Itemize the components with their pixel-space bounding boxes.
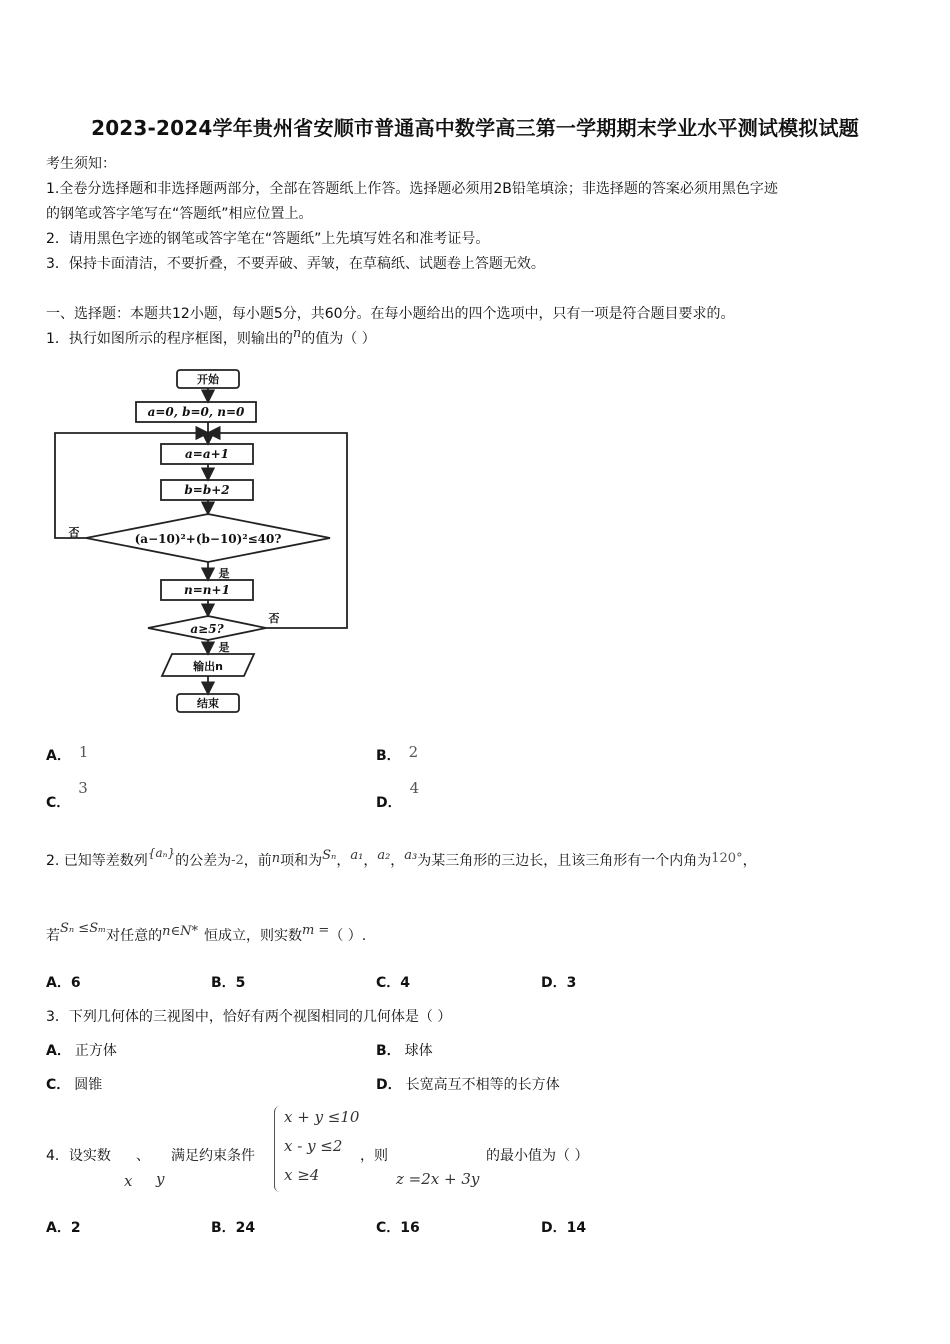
q1-option-c[interactable] bbox=[46, 779, 88, 812]
q2-n: n bbox=[271, 851, 281, 866]
q2-text-8: 对任意的 bbox=[106, 928, 163, 944]
q4-objective: z =2x + 3y bbox=[396, 1170, 480, 1188]
q2-comma-2: ， bbox=[363, 853, 378, 869]
q2-a1: a₁ bbox=[350, 848, 364, 863]
q2-comma-3: ， bbox=[390, 853, 405, 869]
option-value: 圆锥 bbox=[74, 1077, 103, 1093]
option-label: C． bbox=[376, 975, 401, 991]
flow-output-label: 输出n bbox=[193, 660, 223, 673]
q2-diff: -2 bbox=[231, 853, 244, 868]
flow-start-label: 开始 bbox=[197, 373, 219, 386]
page-title: 2023-2024学年贵州省安顺市普通高中数学高三第一学期期末学业水平测试模拟试题 bbox=[91, 116, 859, 140]
option-label: B． bbox=[211, 975, 236, 991]
q2-option-d[interactable] bbox=[541, 972, 576, 992]
q1-stem-a: 1．执行如图所示的程序框图，则输出的 bbox=[46, 331, 293, 347]
option-value: 6 bbox=[70, 975, 81, 991]
q2-option-a[interactable] bbox=[46, 972, 81, 992]
q2-a2: a₂ bbox=[377, 848, 391, 863]
q4-text-3: 满足约束条件 bbox=[171, 1148, 255, 1164]
option-value: 正方体 bbox=[74, 1043, 117, 1059]
q1-stem bbox=[46, 328, 376, 348]
q2-angle: 120° bbox=[711, 851, 743, 866]
notice-heading: 考生须知： bbox=[46, 156, 116, 172]
q3-option-b[interactable] bbox=[376, 1040, 433, 1060]
option-label: B． bbox=[376, 748, 401, 764]
section-heading: 一、选择题：本题共12小题，每小题5分，共60分。在每小题给出的四个选项中，只有一项是符合题目要求的。 bbox=[46, 306, 735, 322]
option-label: A． bbox=[46, 1043, 71, 1059]
q2-Sn: Sₙ bbox=[322, 848, 337, 863]
q2-n-in-N: n∈N* bbox=[162, 924, 198, 939]
option-value: 14 bbox=[566, 1220, 587, 1236]
q4-constraint-3: x ≥4 bbox=[284, 1166, 320, 1184]
q2-text-9: 恒成立，则实数 bbox=[203, 928, 302, 944]
option-label: D． bbox=[541, 1220, 567, 1236]
notice-line-1a: 1.全卷分选择题和非选择题两部分，全部在答题纸上作答。选择题必须用2B铅笔填涂；非选择题的答案必须用黑色字迹 bbox=[46, 181, 778, 197]
option-label: A． bbox=[46, 748, 71, 764]
q3-stem: 3．下列几何体的三视图中，恰好有两个视图相同的几何体是（ ） bbox=[46, 1009, 452, 1025]
option-label: A． bbox=[46, 1220, 71, 1236]
q4-var-y: y bbox=[156, 1170, 165, 1188]
option-value: 24 bbox=[235, 1220, 256, 1236]
flow-yes-2: 是 bbox=[218, 641, 230, 654]
option-value: 球体 bbox=[404, 1043, 433, 1059]
q4-var-x: x bbox=[124, 1172, 133, 1190]
option-value: 2 bbox=[70, 1220, 81, 1236]
flow-no-1: 否 bbox=[68, 526, 80, 539]
q2-text-3: ，前 bbox=[243, 853, 272, 869]
q4-option-a[interactable] bbox=[46, 1217, 81, 1237]
option-label: B． bbox=[211, 1220, 236, 1236]
q2-text-10: （ ）. bbox=[329, 928, 367, 944]
option-value: 3 bbox=[566, 975, 577, 991]
q2-line-1 bbox=[46, 846, 757, 870]
flowchart bbox=[50, 364, 360, 716]
q2-text-6: ， bbox=[742, 853, 757, 869]
q4-option-c[interactable] bbox=[376, 1217, 420, 1237]
q4-constraint-1: x + y ≤10 bbox=[284, 1108, 360, 1126]
notice-line-1b: 的钢笔或答字笔写在“答题纸”相应位置上。 bbox=[46, 206, 313, 222]
constraint-brace bbox=[274, 1106, 283, 1192]
q4-text-2: 、 bbox=[136, 1148, 150, 1164]
q2-text-1: 2. 已知等差数列 bbox=[46, 853, 148, 869]
flow-cond1-label: (a−10)²+(b−10)²≤40? bbox=[134, 532, 282, 546]
flow-cond2-label: a≥5? bbox=[190, 622, 224, 636]
flow-no-2: 否 bbox=[268, 612, 280, 625]
option-value: 5 bbox=[235, 975, 246, 991]
q4-text-1: 4．设实数 bbox=[46, 1148, 111, 1164]
q4-constraint-2: x - y ≤2 bbox=[284, 1137, 343, 1155]
flow-end-label: 结束 bbox=[197, 697, 219, 710]
q4-option-d[interactable] bbox=[541, 1217, 586, 1237]
q2-text-7: 若 bbox=[46, 928, 60, 944]
notice-line-3: 3．保持卡面清洁，不要折叠，不要弄破、弄皱，在草稿纸、试题卷上答题无效。 bbox=[46, 256, 545, 272]
q1-var-n: n bbox=[292, 326, 302, 341]
q3-option-a[interactable] bbox=[46, 1040, 117, 1060]
option-value: 长宽高互不相等的长方体 bbox=[405, 1077, 560, 1093]
option-label: D． bbox=[541, 975, 567, 991]
flow-step-n-label: n=n+1 bbox=[184, 583, 230, 597]
option-label: D． bbox=[376, 1077, 402, 1093]
q2-text-4: 项和为 bbox=[280, 853, 323, 869]
q4-text-5: 的最小值为（ ） bbox=[486, 1148, 589, 1164]
option-label: C． bbox=[46, 795, 71, 811]
flow-step-a-label: a=a+1 bbox=[184, 447, 230, 461]
q2-a3: a₃ bbox=[404, 848, 418, 863]
notice-line-2: 2．请用黑色字迹的钢笔或答字笔在“答题纸”上先填写姓名和准考证号。 bbox=[46, 231, 490, 247]
option-label: B． bbox=[376, 1043, 401, 1059]
option-value: 1 bbox=[78, 743, 89, 761]
q2-option-c[interactable] bbox=[376, 972, 410, 992]
option-value: 16 bbox=[400, 1220, 420, 1236]
q2-m-equals: m = bbox=[301, 923, 330, 938]
q4-text-4: ，则 bbox=[360, 1148, 388, 1164]
q1-option-b[interactable] bbox=[376, 745, 418, 765]
q3-option-d[interactable] bbox=[376, 1074, 560, 1094]
option-label: C． bbox=[376, 1220, 401, 1236]
flow-step-b-label: b=b+2 bbox=[184, 483, 230, 497]
q2-sequence: {aₙ} bbox=[147, 846, 176, 860]
q2-option-b[interactable] bbox=[211, 972, 245, 992]
option-label: D． bbox=[376, 795, 402, 811]
q1-option-a[interactable] bbox=[46, 745, 88, 765]
q2-text-2: 的公差为 bbox=[175, 853, 232, 869]
q2-line-2 bbox=[46, 921, 367, 945]
flow-init-label: a=0, b=0, n=0 bbox=[147, 405, 245, 419]
q4-option-b[interactable] bbox=[211, 1217, 255, 1237]
q3-option-c[interactable] bbox=[46, 1074, 102, 1094]
option-value: 2 bbox=[408, 743, 419, 761]
q2-comma-1: ， bbox=[336, 853, 351, 869]
q2-inequality: Sₙ ≤Sₘ bbox=[60, 921, 107, 936]
option-value: 4 bbox=[409, 779, 420, 797]
q1-stem-b: 的值为（ ） bbox=[301, 331, 376, 347]
option-label: A． bbox=[46, 975, 71, 991]
q2-text-5: 为某三角形的三边长，且该三角形有一个内角为 bbox=[417, 853, 712, 869]
option-label: C． bbox=[46, 1077, 71, 1093]
option-value: 3 bbox=[78, 779, 88, 797]
flow-yes-1: 是 bbox=[218, 567, 230, 580]
option-value: 4 bbox=[400, 975, 411, 991]
q1-option-d[interactable] bbox=[376, 779, 420, 812]
